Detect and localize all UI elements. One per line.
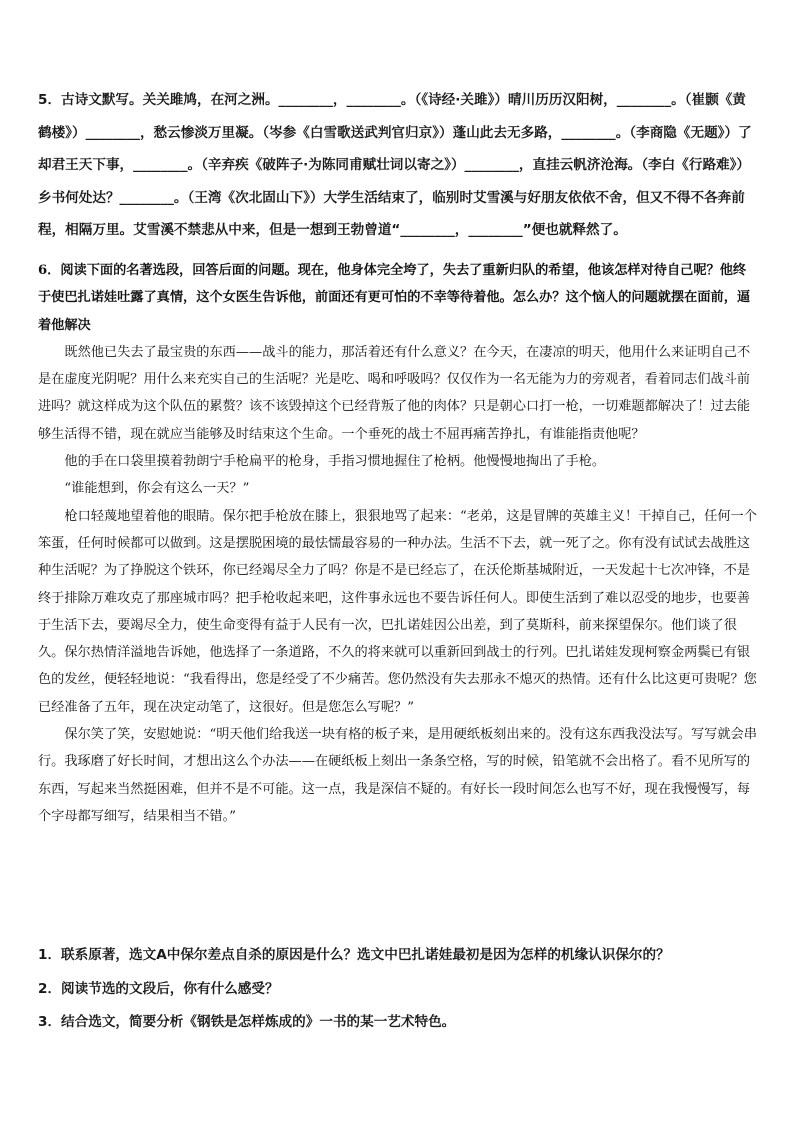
question-5-text: 5．古诗文默写。关关雎鸠，在河之洲。________，________。（《诗经·关雎》）晴川历历汉阳树，________。（崔颢《黄鹤楼》）________，愁云惨淡万里凝。（岑参《白雪歌送武判官归京》）蓬山此去无多路，________。（李商隐《无题》）了却君王天下事，________。（辛弃疾《破阵子·为陈同甫赋壮词以寄之》）________，直挂云帆济沧海。（李白《行路难》）乡书何处达？________。（王湾《次北固山下》）大学生活结束了，临别时艾雪溪与好朋友依依不舍，但又不得不各奔前程，相隔万里。艾雪溪不禁悲从中来，但是一想到王勃曾道“________，________”便也就释然了。 <box>38 92 752 238</box>
sub-question-2: 2．阅读节选的文段后，你有什么感受？ <box>38 981 279 997</box>
passage-paragraph-4: 枪口轻蔑地望着他的眼睛。保尔把手枪放在膝上，狠狠地骂了起来：“老弟，这是冒牌的英雄主义！干掉自己，任何一个笨蛋，任何时候都可以做到。这是摆脱困境的最怯懦最容易的一种办法。生活不下去，就一死了之。你有没有试试去战胜这种生活呢？为了挣脱这个铁环，你已经竭尽全力了吗？你是不是已经忘了，在沃伦斯基城附近，一天发起十七次冲锋，不是终于排除万难攻克了那座城市吗？把手枪收起来吧，这件事永远也不要告诉任何人。即使生活到了难以忍受的地步，也要善于生活下去，要竭尽全力，使生命变得有益于人民有一次，巴扎诺娃因公出差，到了莫斯科，前来探望保尔。他们谈了很久。保尔热情洋溢地告诉她，他选择了一条道路，不久的将来就可以重新回到战士的行列。巴扎诺娃发现柯察金两鬓已有银色的发丝，便轻轻地说：“我看得出，您是经受了不少痛苦。您仍然没有失去那永不熄灭的热情。还有什么比这更可贵呢？您已经准备了五年，现在决定动笔了，这很好。但是您怎么写呢？” <box>38 508 757 715</box>
passage-paragraph-3: “谁能想到，你会有这么一天？” <box>64 481 250 497</box>
question-6 <box>38 257 758 830</box>
passage-paragraph-2: 他的手在口袋里摸着勃朗宁手枪扁平的枪身，手指习惯地握住了枪柄。他慢慢地掏出了手枪。 <box>64 454 606 470</box>
question-6-lead: 6．阅读下面的名著选段，回答后面的问题。现在，他身体完全垮了，失去了重新归队的希望，他该怎样对待自己呢？他终于使巴扎诺娃吐露了真情，这个女医生告诉他，前面还有更可怕的不幸等待着他。怎么办？这个恼人的问题就摆在面前，逼着他解决 <box>38 263 751 333</box>
sub-question-1: 1．联系原著，选文A中保尔差点自杀的原因是什么？选文中巴扎诺娃最初是因为怎样的机缘认识保尔的？ <box>38 947 670 963</box>
question-5 <box>38 84 758 247</box>
sub-question-3: 3．结合选文，简要分析《钢铁是怎样炼成的》一书的某一艺术特色。 <box>38 1014 456 1030</box>
passage-paragraph-5: 保尔笑了笑，安慰她说：“明天他们给我送一块有格的板子来，是用硬纸板刻出来的。没有这东西我没法写。写写就会串行。我琢磨了好长时间，才想出这么个办法——在硬纸板上刻出一条条空格，写的时候，铅笔就不会出格了。看不见所写的东西，写起来当然挺困难，但并不是不可能。这一点，我是深信不疑的。有好长一段时间怎么也写不好，现在我慢慢写，每个字母都写细写，结果相当不错。” <box>38 727 757 824</box>
passage-paragraph-1: 既然他已失去了最宝贵的东西——战斗的能力，那活着还有什么意义？在今天，在凄凉的明天，他用什么来证明自己不是在虚度光阴呢？用什么来充实自己的生活呢？光是吃、喝和呼吸吗？仅仅作为一名无能为力的旁观者，看着同志们战斗前进吗？就这样成为这个队伍的累赘？该不该毁掉这个已经背叛了他的肉体？只是朝心口打一枪，一切难题都解决了！过去能够生活得不错，现在就应当能够及时结束这个生命。一个垂死的战士不屈再痛苦挣扎，有谁能指责他呢？ <box>38 344 751 442</box>
